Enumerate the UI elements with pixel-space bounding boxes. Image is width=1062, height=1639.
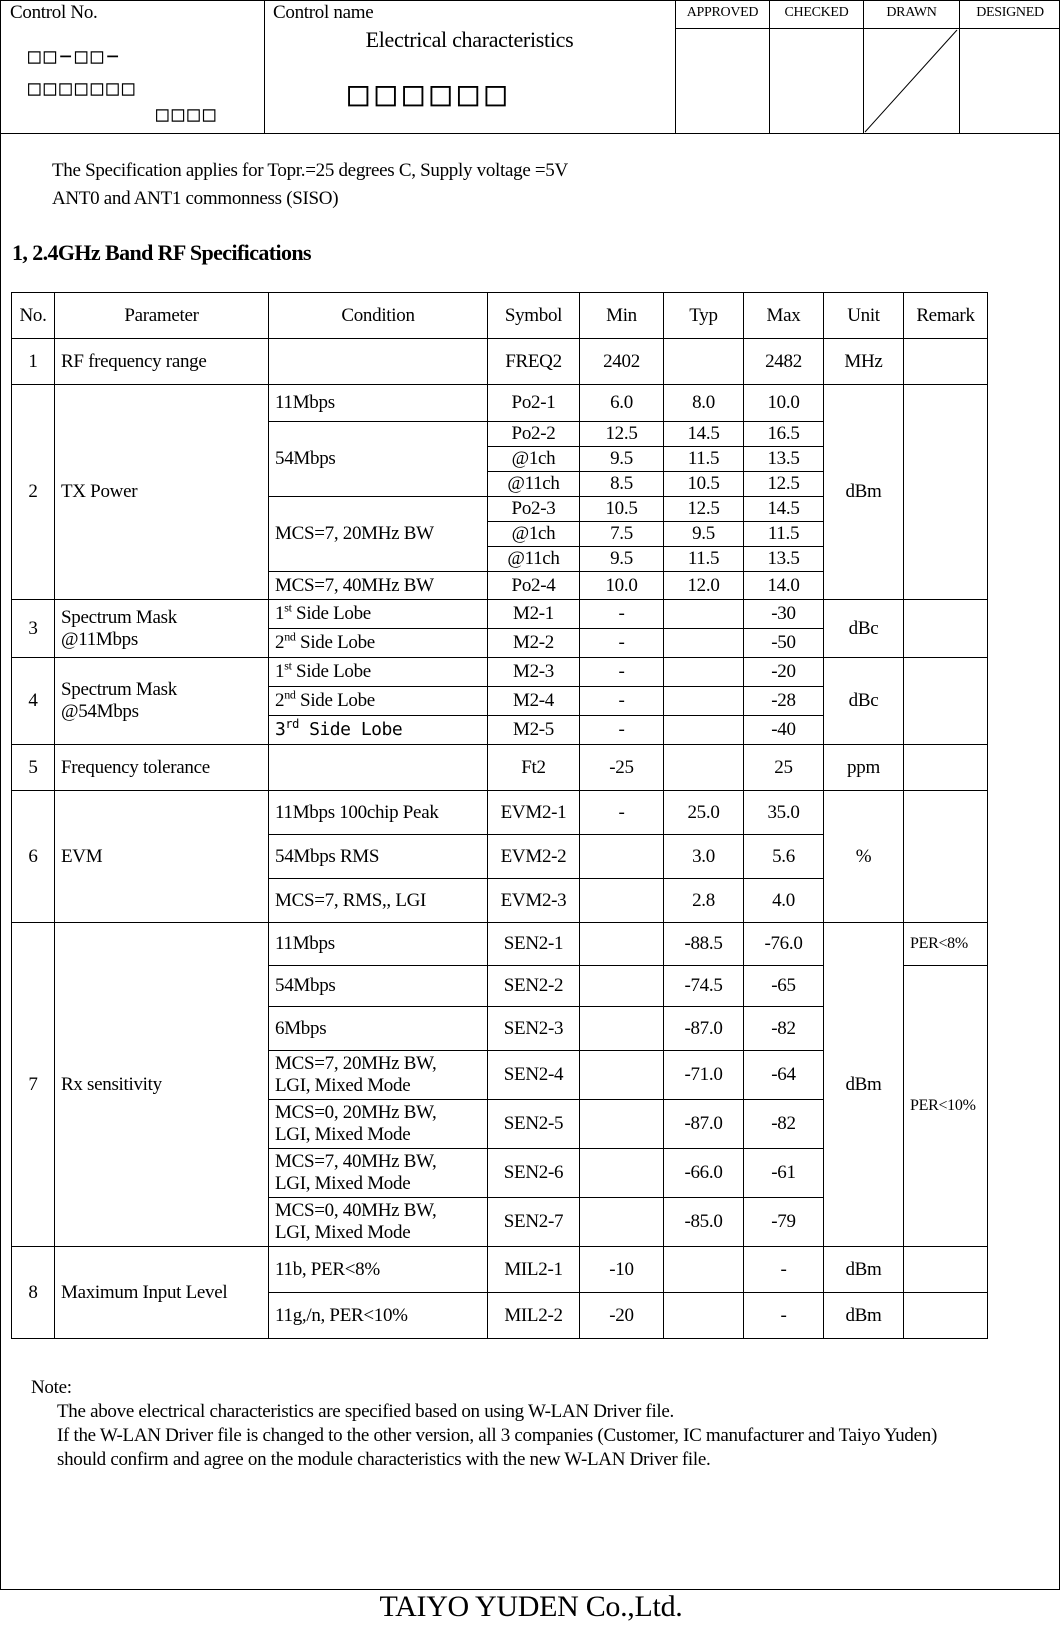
cell-unit: ppm <box>824 745 904 791</box>
cell-min: 9.5 <box>580 547 664 572</box>
cell-typ: 2.8 <box>664 879 744 923</box>
cell-remark <box>904 1293 988 1339</box>
cell-symbol: MIL2-1 <box>488 1247 580 1293</box>
cell-typ: 12.5 <box>664 497 744 522</box>
control-no-redacted: □□□□□□□ <box>28 76 138 100</box>
cell-typ: 11.5 <box>664 447 744 472</box>
cell-max: 14.0 <box>744 572 824 600</box>
cell-symbol: M2-1 <box>488 600 580 629</box>
cell-condition: 11Mbps 100chip Peak <box>269 791 488 835</box>
cell-max: -61 <box>744 1149 824 1198</box>
cell-condition: MCS=7, 20MHz BW <box>269 497 488 572</box>
cell-max: -64 <box>744 1051 824 1100</box>
drawn-signature-slash <box>863 28 959 134</box>
cell-no: 7 <box>12 923 55 1247</box>
cell-condition: 1st Side Lobe <box>269 658 488 687</box>
cell-max: -79 <box>744 1198 824 1247</box>
cell-min <box>580 835 664 879</box>
cell-condition: 11b, PER<8% <box>269 1247 488 1293</box>
cell-max: 2482 <box>744 339 824 385</box>
cell-remark <box>904 745 988 791</box>
cell-max: -82 <box>744 1100 824 1149</box>
cell-condition: 6Mbps <box>269 1007 488 1051</box>
cell-remark <box>904 658 988 745</box>
cell-symbol: SEN2-5 <box>488 1100 580 1149</box>
cell-min: 7.5 <box>580 522 664 547</box>
control-name-redacted: □□□□□□ <box>348 74 513 114</box>
cell-max: -20 <box>744 658 824 687</box>
cell-condition <box>269 339 488 385</box>
cell-typ <box>664 629 744 658</box>
cell-unit: % <box>824 791 904 923</box>
cell-max: -65 <box>744 966 824 1007</box>
header-cell: Parameter <box>55 293 269 339</box>
intro-line-1: The Specification applies for Topr.=25 degrees C, Supply voltage =5V <box>52 160 568 181</box>
cell-min: - <box>580 687 664 716</box>
cell-max: -28 <box>744 687 824 716</box>
cell-symbol: SEN2-4 <box>488 1051 580 1100</box>
cell-remark: PER<10% <box>904 966 988 1247</box>
cell-condition: MCS=7, RMS,, LGI <box>269 879 488 923</box>
title-block <box>0 0 1060 134</box>
cell-min <box>580 1100 664 1149</box>
cell-parameter: TX Power <box>55 385 269 600</box>
cell-condition: 1st Side Lobe <box>269 600 488 629</box>
cell-symbol: Po2-1 <box>488 385 580 422</box>
cell-symbol: M2-3 <box>488 658 580 687</box>
cell-min: - <box>580 658 664 687</box>
cell-typ: 3.0 <box>664 835 744 879</box>
header-cell: Condition <box>269 293 488 339</box>
cell-max: 13.5 <box>744 447 824 472</box>
cell-symbol: EVM2-2 <box>488 835 580 879</box>
cell-max: 5.6 <box>744 835 824 879</box>
intro-line-2: ANT0 and ANT1 commonness (SISO) <box>52 188 339 209</box>
cell-max: -30 <box>744 600 824 629</box>
cell-condition: MCS=0, 20MHz BW, LGI, Mixed Mode <box>269 1100 488 1149</box>
cell-condition: 2nd Side Lobe <box>269 629 488 658</box>
cell-remark: PER<8% <box>904 923 988 966</box>
cell-max: 14.5 <box>744 497 824 522</box>
cell-parameter: Spectrum Mask @54Mbps <box>55 658 269 745</box>
cell-parameter: Maximum Input Level <box>55 1247 269 1339</box>
control-name: Electrical characteristics <box>365 27 574 52</box>
drawn-label: DRAWN <box>886 5 937 20</box>
table-row <box>12 745 988 791</box>
cell-typ <box>664 745 744 791</box>
cell-symbol: @1ch <box>488 522 580 547</box>
cell-min: - <box>580 791 664 835</box>
cell-typ: -87.0 <box>664 1100 744 1149</box>
cell-typ: -85.0 <box>664 1198 744 1247</box>
cell-typ <box>664 1247 744 1293</box>
cell-min: 2402 <box>580 339 664 385</box>
header-cell: No. <box>12 293 55 339</box>
cell-typ: -88.5 <box>664 923 744 966</box>
cell-parameter: RF frequency range <box>55 339 269 385</box>
table-row <box>12 923 988 966</box>
cell-min: 9.5 <box>580 447 664 472</box>
cell-unit: dBm <box>824 923 904 1247</box>
cell-typ: 9.5 <box>664 522 744 547</box>
cell-condition <box>269 745 488 791</box>
control-no-label: Control No. <box>10 2 98 23</box>
cell-typ <box>664 339 744 385</box>
cell-min <box>580 966 664 1007</box>
note-block <box>31 1376 937 1472</box>
cell-max: 13.5 <box>744 547 824 572</box>
cell-max: 25 <box>744 745 824 791</box>
cell-symbol: MIL2-2 <box>488 1293 580 1339</box>
cell-typ <box>664 658 744 687</box>
cell-symbol: EVM2-1 <box>488 791 580 835</box>
cell-symbol: FREQ2 <box>488 339 580 385</box>
cell-typ <box>664 716 744 745</box>
cell-condition: 11Mbps <box>269 923 488 966</box>
cell-remark <box>904 339 988 385</box>
cell-condition: MCS=0, 40MHz BW, LGI, Mixed Mode <box>269 1198 488 1247</box>
control-name-label: Control name <box>273 2 374 23</box>
cell-max: 10.0 <box>744 385 824 422</box>
table-row <box>12 658 988 687</box>
table-header-row <box>12 293 988 339</box>
note-title: Note: <box>31 1377 72 1398</box>
cell-no: 1 <box>12 339 55 385</box>
cell-typ: -87.0 <box>664 1007 744 1051</box>
cell-max: 16.5 <box>744 422 824 447</box>
cell-max: - <box>744 1293 824 1339</box>
cell-condition: 54Mbps RMS <box>269 835 488 879</box>
cell-symbol: EVM2-3 <box>488 879 580 923</box>
cell-parameter: EVM <box>55 791 269 923</box>
cell-no: 8 <box>12 1247 55 1339</box>
cell-unit: dBm <box>824 385 904 600</box>
cell-condition: 2nd Side Lobe <box>269 687 488 716</box>
cell-no: 2 <box>12 385 55 600</box>
rf-spec-table <box>11 292 988 1339</box>
cell-symbol: M2-5 <box>488 716 580 745</box>
cell-no: 6 <box>12 791 55 923</box>
control-no-redacted: □□−□□− <box>28 44 122 68</box>
cell-symbol: @11ch <box>488 472 580 497</box>
cell-min <box>580 1149 664 1198</box>
cell-min: -10 <box>580 1247 664 1293</box>
cell-condition: 3rd Side Lobe <box>269 716 488 745</box>
cell-max: 12.5 <box>744 472 824 497</box>
cell-max: -50 <box>744 629 824 658</box>
cell-symbol: M2-2 <box>488 629 580 658</box>
cell-symbol: Po2-3 <box>488 497 580 522</box>
cell-symbol: SEN2-3 <box>488 1007 580 1051</box>
cell-parameter: Spectrum Mask @11Mbps <box>55 600 269 658</box>
cell-max: -82 <box>744 1007 824 1051</box>
cell-typ: 11.5 <box>664 547 744 572</box>
table-row <box>12 339 988 385</box>
cell-symbol: @1ch <box>488 447 580 472</box>
cell-parameter: Rx sensitivity <box>55 923 269 1247</box>
cell-remark <box>904 791 988 923</box>
table-row <box>12 385 988 422</box>
cell-symbol: SEN2-2 <box>488 966 580 1007</box>
cell-max: 4.0 <box>744 879 824 923</box>
cell-max: - <box>744 1247 824 1293</box>
cell-min: -20 <box>580 1293 664 1339</box>
cell-symbol: Po2-2 <box>488 422 580 447</box>
cell-typ: 25.0 <box>664 791 744 835</box>
header-cell: Min <box>580 293 664 339</box>
cell-min <box>580 923 664 966</box>
cell-min <box>580 1007 664 1051</box>
cell-typ <box>664 1293 744 1339</box>
cell-min: -25 <box>580 745 664 791</box>
cell-symbol: Po2-4 <box>488 572 580 600</box>
cell-unit: dBm <box>824 1247 904 1293</box>
header-cell: Typ <box>664 293 744 339</box>
section-title: 1, 2.4GHz Band RF Specifications <box>12 240 311 265</box>
cell-typ: -71.0 <box>664 1051 744 1100</box>
cell-remark <box>904 600 988 658</box>
cell-unit: dBm <box>824 1293 904 1339</box>
company-footer: TAIYO YUDEN Co.,Ltd. <box>379 1590 683 1623</box>
cell-typ: 10.5 <box>664 472 744 497</box>
cell-min: 10.5 <box>580 497 664 522</box>
header-cell: Symbol <box>488 293 580 339</box>
cell-no: 4 <box>12 658 55 745</box>
cell-min: 8.5 <box>580 472 664 497</box>
cell-remark <box>904 1247 988 1293</box>
cell-max: -76.0 <box>744 923 824 966</box>
cell-min: - <box>580 600 664 629</box>
cell-max: 35.0 <box>744 791 824 835</box>
cell-condition: MCS=7, 40MHz BW, LGI, Mixed Mode <box>269 1149 488 1198</box>
cell-unit: dBc <box>824 600 904 658</box>
cell-min: - <box>580 629 664 658</box>
cell-min: 12.5 <box>580 422 664 447</box>
table-row <box>12 600 988 629</box>
cell-condition: MCS=7, 40MHz BW <box>269 572 488 600</box>
note-line: If the W-LAN Driver file is changed to the other version, all 3 companies (Customer, IC manufacturer and Taiyo Yuden) <box>57 1425 937 1446</box>
cell-min: 10.0 <box>580 572 664 600</box>
cell-typ: -66.0 <box>664 1149 744 1198</box>
approved-label: APPROVED <box>686 5 759 20</box>
cell-parameter: Frequency tolerance <box>55 745 269 791</box>
cell-condition: 54Mbps <box>269 966 488 1007</box>
cell-min: - <box>580 716 664 745</box>
note-line: should confirm and agree on the module characteristics with the new W-LAN Driver file. <box>57 1449 711 1470</box>
cell-condition: MCS=7, 20MHz BW, LGI, Mixed Mode <box>269 1051 488 1100</box>
cell-min <box>580 879 664 923</box>
cell-condition: 54Mbps <box>269 422 488 497</box>
cell-symbol: SEN2-1 <box>488 923 580 966</box>
table-row <box>12 1247 988 1293</box>
cell-max: 11.5 <box>744 522 824 547</box>
cell-symbol: M2-4 <box>488 687 580 716</box>
cell-typ: 12.0 <box>664 572 744 600</box>
cell-typ: 14.5 <box>664 422 744 447</box>
cell-no: 3 <box>12 600 55 658</box>
cell-remark <box>904 385 988 600</box>
cell-condition: 11Mbps <box>269 385 488 422</box>
header-cell: Max <box>744 293 824 339</box>
cell-symbol: SEN2-6 <box>488 1149 580 1198</box>
header-cell: Unit <box>824 293 904 339</box>
cell-condition: 11g,/n, PER<10% <box>269 1293 488 1339</box>
note-line: The above electrical characteristics are specified based on using W-LAN Driver file. <box>57 1401 674 1422</box>
cell-unit: dBc <box>824 658 904 745</box>
cell-no: 5 <box>12 745 55 791</box>
header-cell: Remark <box>904 293 988 339</box>
cell-symbol: @11ch <box>488 547 580 572</box>
control-no-redacted: □□□□ <box>156 102 219 126</box>
cell-min <box>580 1051 664 1100</box>
cell-symbol: Ft2 <box>488 745 580 791</box>
cell-typ <box>664 600 744 629</box>
cell-symbol: SEN2-7 <box>488 1198 580 1247</box>
cell-min <box>580 1198 664 1247</box>
checked-label: CHECKED <box>784 5 849 20</box>
cell-typ <box>664 687 744 716</box>
cell-max: -40 <box>744 716 824 745</box>
cell-min: 6.0 <box>580 385 664 422</box>
designed-label: DESIGNED <box>976 5 1044 20</box>
cell-typ: 8.0 <box>664 385 744 422</box>
cell-typ: -74.5 <box>664 966 744 1007</box>
table-row <box>12 791 988 835</box>
cell-unit: MHz <box>824 339 904 385</box>
